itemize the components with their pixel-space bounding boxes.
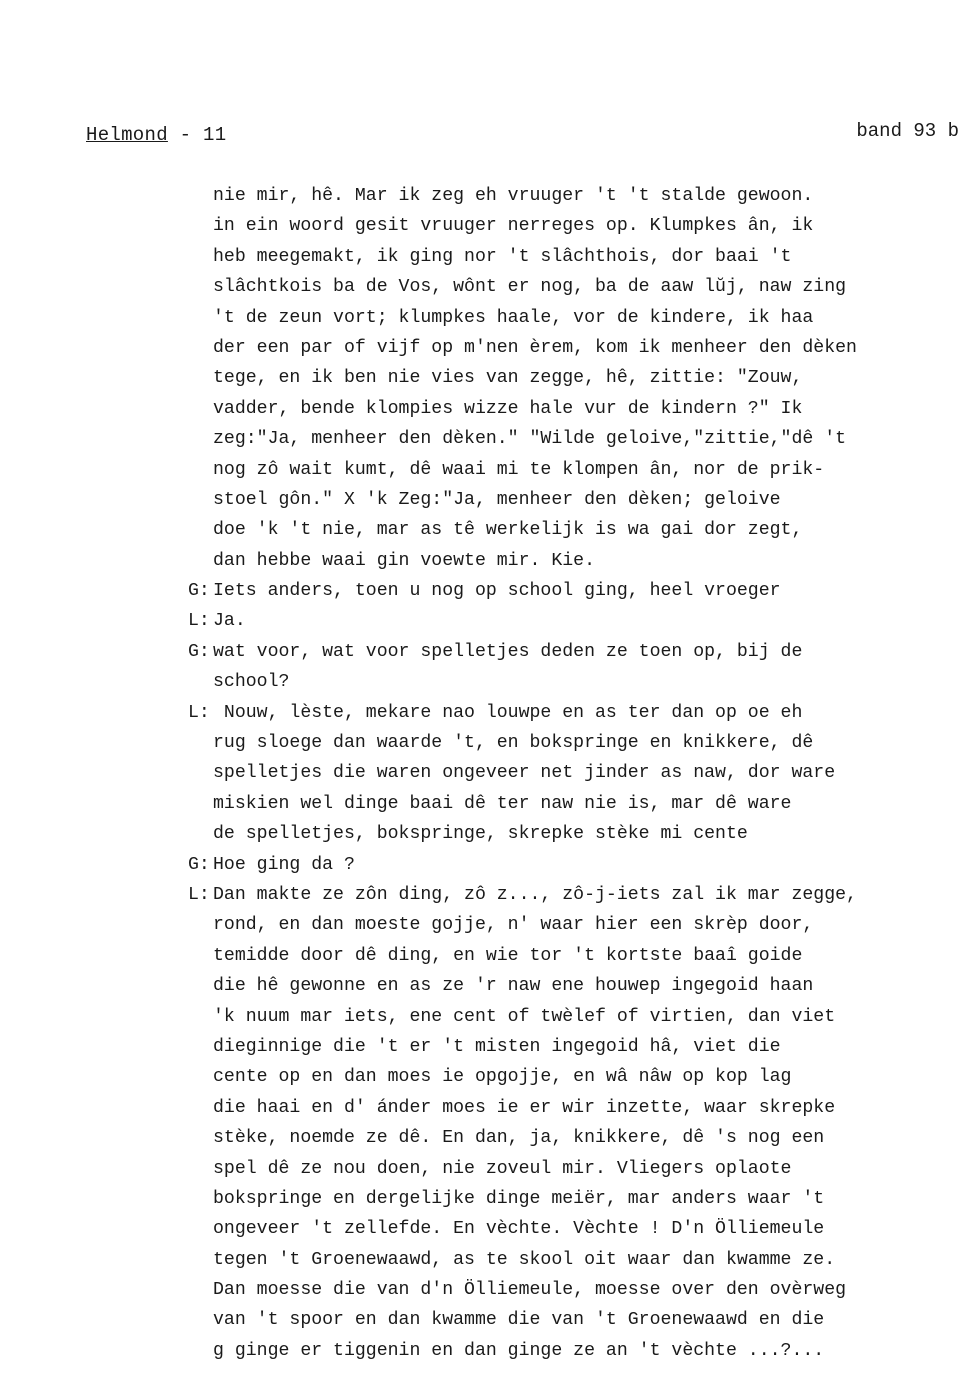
line-text: slâchtkois ba de Vos, wônt er nog, ba de aaw lŭj, naw zing xyxy=(213,277,847,298)
transcript-line xyxy=(188,1214,968,1244)
transcript-line xyxy=(188,606,968,636)
speaker-label: G: xyxy=(188,854,210,875)
line-text: g ginge er tiggenin en dan ginge ze an 't vèchte ...?... xyxy=(213,1340,825,1361)
line-text: rond, en dan moeste gojje, n' waar hier een skrèp door, xyxy=(213,915,814,936)
transcript-line xyxy=(188,819,968,849)
header-separator: - xyxy=(167,124,204,146)
line-text: in ein woord gesit vruuger nerreges op. Klumpkes ân, ik xyxy=(213,216,814,237)
line-text: zeg:"Ja, menheer den dèken." "Wilde geloive,"zittie,"dê 't xyxy=(213,429,847,450)
transcript-line xyxy=(188,910,968,940)
transcript-line xyxy=(188,728,968,758)
transcript-line xyxy=(188,789,968,819)
line-text: der een par of vijf op m'nen èrem, kom ik menheer den dèken xyxy=(213,337,857,358)
transcript-line xyxy=(188,667,968,697)
line-text: Hoe ging da ? xyxy=(213,854,355,875)
transcript-line xyxy=(188,637,968,667)
line-text: rug sloege dan waarde 't, en bokspringe en knikkere, dê xyxy=(213,733,814,754)
speaker-label: L: xyxy=(188,611,210,632)
transcript-line xyxy=(188,546,968,576)
line-text: tege, en ik ben nie vies van zegge, hê, zittie: "Zouw, xyxy=(213,368,803,389)
line-text: wat voor, wat voor spelletjes deden ze toen op, bij de xyxy=(213,641,803,662)
line-text: vadder, bende klompies wizze hale vur de kindern ?" Ik xyxy=(213,398,803,419)
line-text: 't de zeun vort; klumpkes haale, vor de kindere, ik haa xyxy=(213,307,814,328)
line-text: Dan moesse die van d'n Ölliemeule, moesse over den ovèrweg xyxy=(213,1280,847,1301)
transcript-line xyxy=(188,181,968,211)
transcript-line xyxy=(188,303,968,333)
transcript-line xyxy=(188,1093,968,1123)
transcript-line xyxy=(188,515,968,545)
line-text: 'k nuum mar iets, ene cent of twèlef of virtien, dan viet xyxy=(213,1006,836,1027)
header-page-number: 11 xyxy=(203,124,227,146)
line-text: bokspringe en dergelijke dinge meiër, mar anders waar 't xyxy=(213,1188,825,1209)
line-text: nog zô wait kumt, dê waai mi te klompen ân, nor de prik- xyxy=(213,459,825,480)
transcript-line xyxy=(188,1245,968,1275)
transcript-line xyxy=(188,272,968,302)
line-text: van 't spoor en dan kwamme die van 't Groenewaawd en die xyxy=(213,1310,825,1331)
speaker-label: G: xyxy=(188,581,210,602)
speaker-label: L: xyxy=(188,702,210,723)
line-text: dieginnige die 't er 't misten ingegoid hâ, viet die xyxy=(213,1036,781,1057)
transcript-line xyxy=(188,211,968,241)
line-text: Iets anders, toen u nog op school ging, heel vroeger xyxy=(213,581,781,602)
line-text: dan hebbe waai gin voewte mir. Kie. xyxy=(213,550,595,571)
line-text: Ja. xyxy=(213,611,246,632)
transcript-line xyxy=(188,394,968,424)
transcript-body xyxy=(188,181,968,1366)
line-text: school? xyxy=(213,672,290,693)
transcript-line xyxy=(188,424,968,454)
transcript-line xyxy=(188,698,968,728)
transcript-line xyxy=(188,1002,968,1032)
line-text: spel dê ze nou doen, nie zoveul mir. Vliegers oplaote xyxy=(213,1158,792,1179)
transcript-line xyxy=(188,242,968,272)
transcript-line xyxy=(188,1305,968,1335)
transcript-line xyxy=(188,941,968,971)
transcript-line xyxy=(188,1336,968,1366)
transcript-line xyxy=(188,363,968,393)
speaker-label: L: xyxy=(188,884,210,905)
transcript-line xyxy=(188,1123,968,1153)
transcript-line xyxy=(188,971,968,1001)
speaker-label: G: xyxy=(188,641,210,662)
transcript-line xyxy=(188,455,968,485)
line-text: Nouw, lèste, mekare nao louwpe en as ter dan op oe eh xyxy=(213,702,803,723)
header-place: Helmond xyxy=(86,124,168,146)
line-text: tegen 't Groenewaawd, as te skool oit waar dan kwamme ze. xyxy=(213,1249,836,1270)
transcript-line xyxy=(188,576,968,606)
line-text: stèke, noemde ze dê. En dan, ja, knikkere, dê 's nog een xyxy=(213,1128,825,1149)
line-text: miskien wel dinge baai dê ter naw nie is, mar dê ware xyxy=(213,793,792,814)
line-text: Dan makte ze zôn ding, zô z..., zô-j-iets zal ik mar zegge, xyxy=(213,884,857,905)
line-text: ongeveer 't zellefde. En vèchte. Vèchte ! D'n Ölliemeule xyxy=(213,1219,825,1240)
transcript-line xyxy=(188,1184,968,1214)
line-text: heb meegemakt, ik ging nor 't slâchthois, dor baai 't xyxy=(213,246,792,267)
line-text: spelletjes die waren ongeveer net jinder as naw, dor ware xyxy=(213,763,836,784)
page-header-left xyxy=(86,124,226,146)
transcript-line xyxy=(188,880,968,910)
header-band-label: band 93 b xyxy=(856,120,959,142)
line-text: nie mir, hê. Mar ik zeg eh vruuger 't 't stalde gewoon. xyxy=(213,186,814,206)
transcript-line xyxy=(188,485,968,515)
line-text: die hê gewonne en as ze 'r naw ene houwep ingegoid haan xyxy=(213,976,814,997)
transcript-line xyxy=(188,1032,968,1062)
line-text: stoel gôn." X 'k Zeg:"Ja, menheer den dèken; geloive xyxy=(213,489,781,510)
transcript-line xyxy=(188,1275,968,1305)
transcript-line xyxy=(188,333,968,363)
line-text: die haai en d' ánder moes ie er wir inzette, waar skrepke xyxy=(213,1097,836,1118)
transcript-line xyxy=(188,1062,968,1092)
line-text: cente op en dan moes ie opgojje, en wâ nâw op kop lag xyxy=(213,1067,792,1088)
line-text: temidde door dê ding, en wie tor 't kortste baaî goide xyxy=(213,945,803,966)
line-text: de spelletjes, bokspringe, skrepke stèke mi cente xyxy=(213,824,748,845)
transcript-line xyxy=(188,1154,968,1184)
transcript-line xyxy=(188,758,968,788)
line-text: doe 'k 't nie, mar as tê werkelijk is wa gai dor zegt, xyxy=(213,520,803,541)
transcript-line xyxy=(188,850,968,880)
